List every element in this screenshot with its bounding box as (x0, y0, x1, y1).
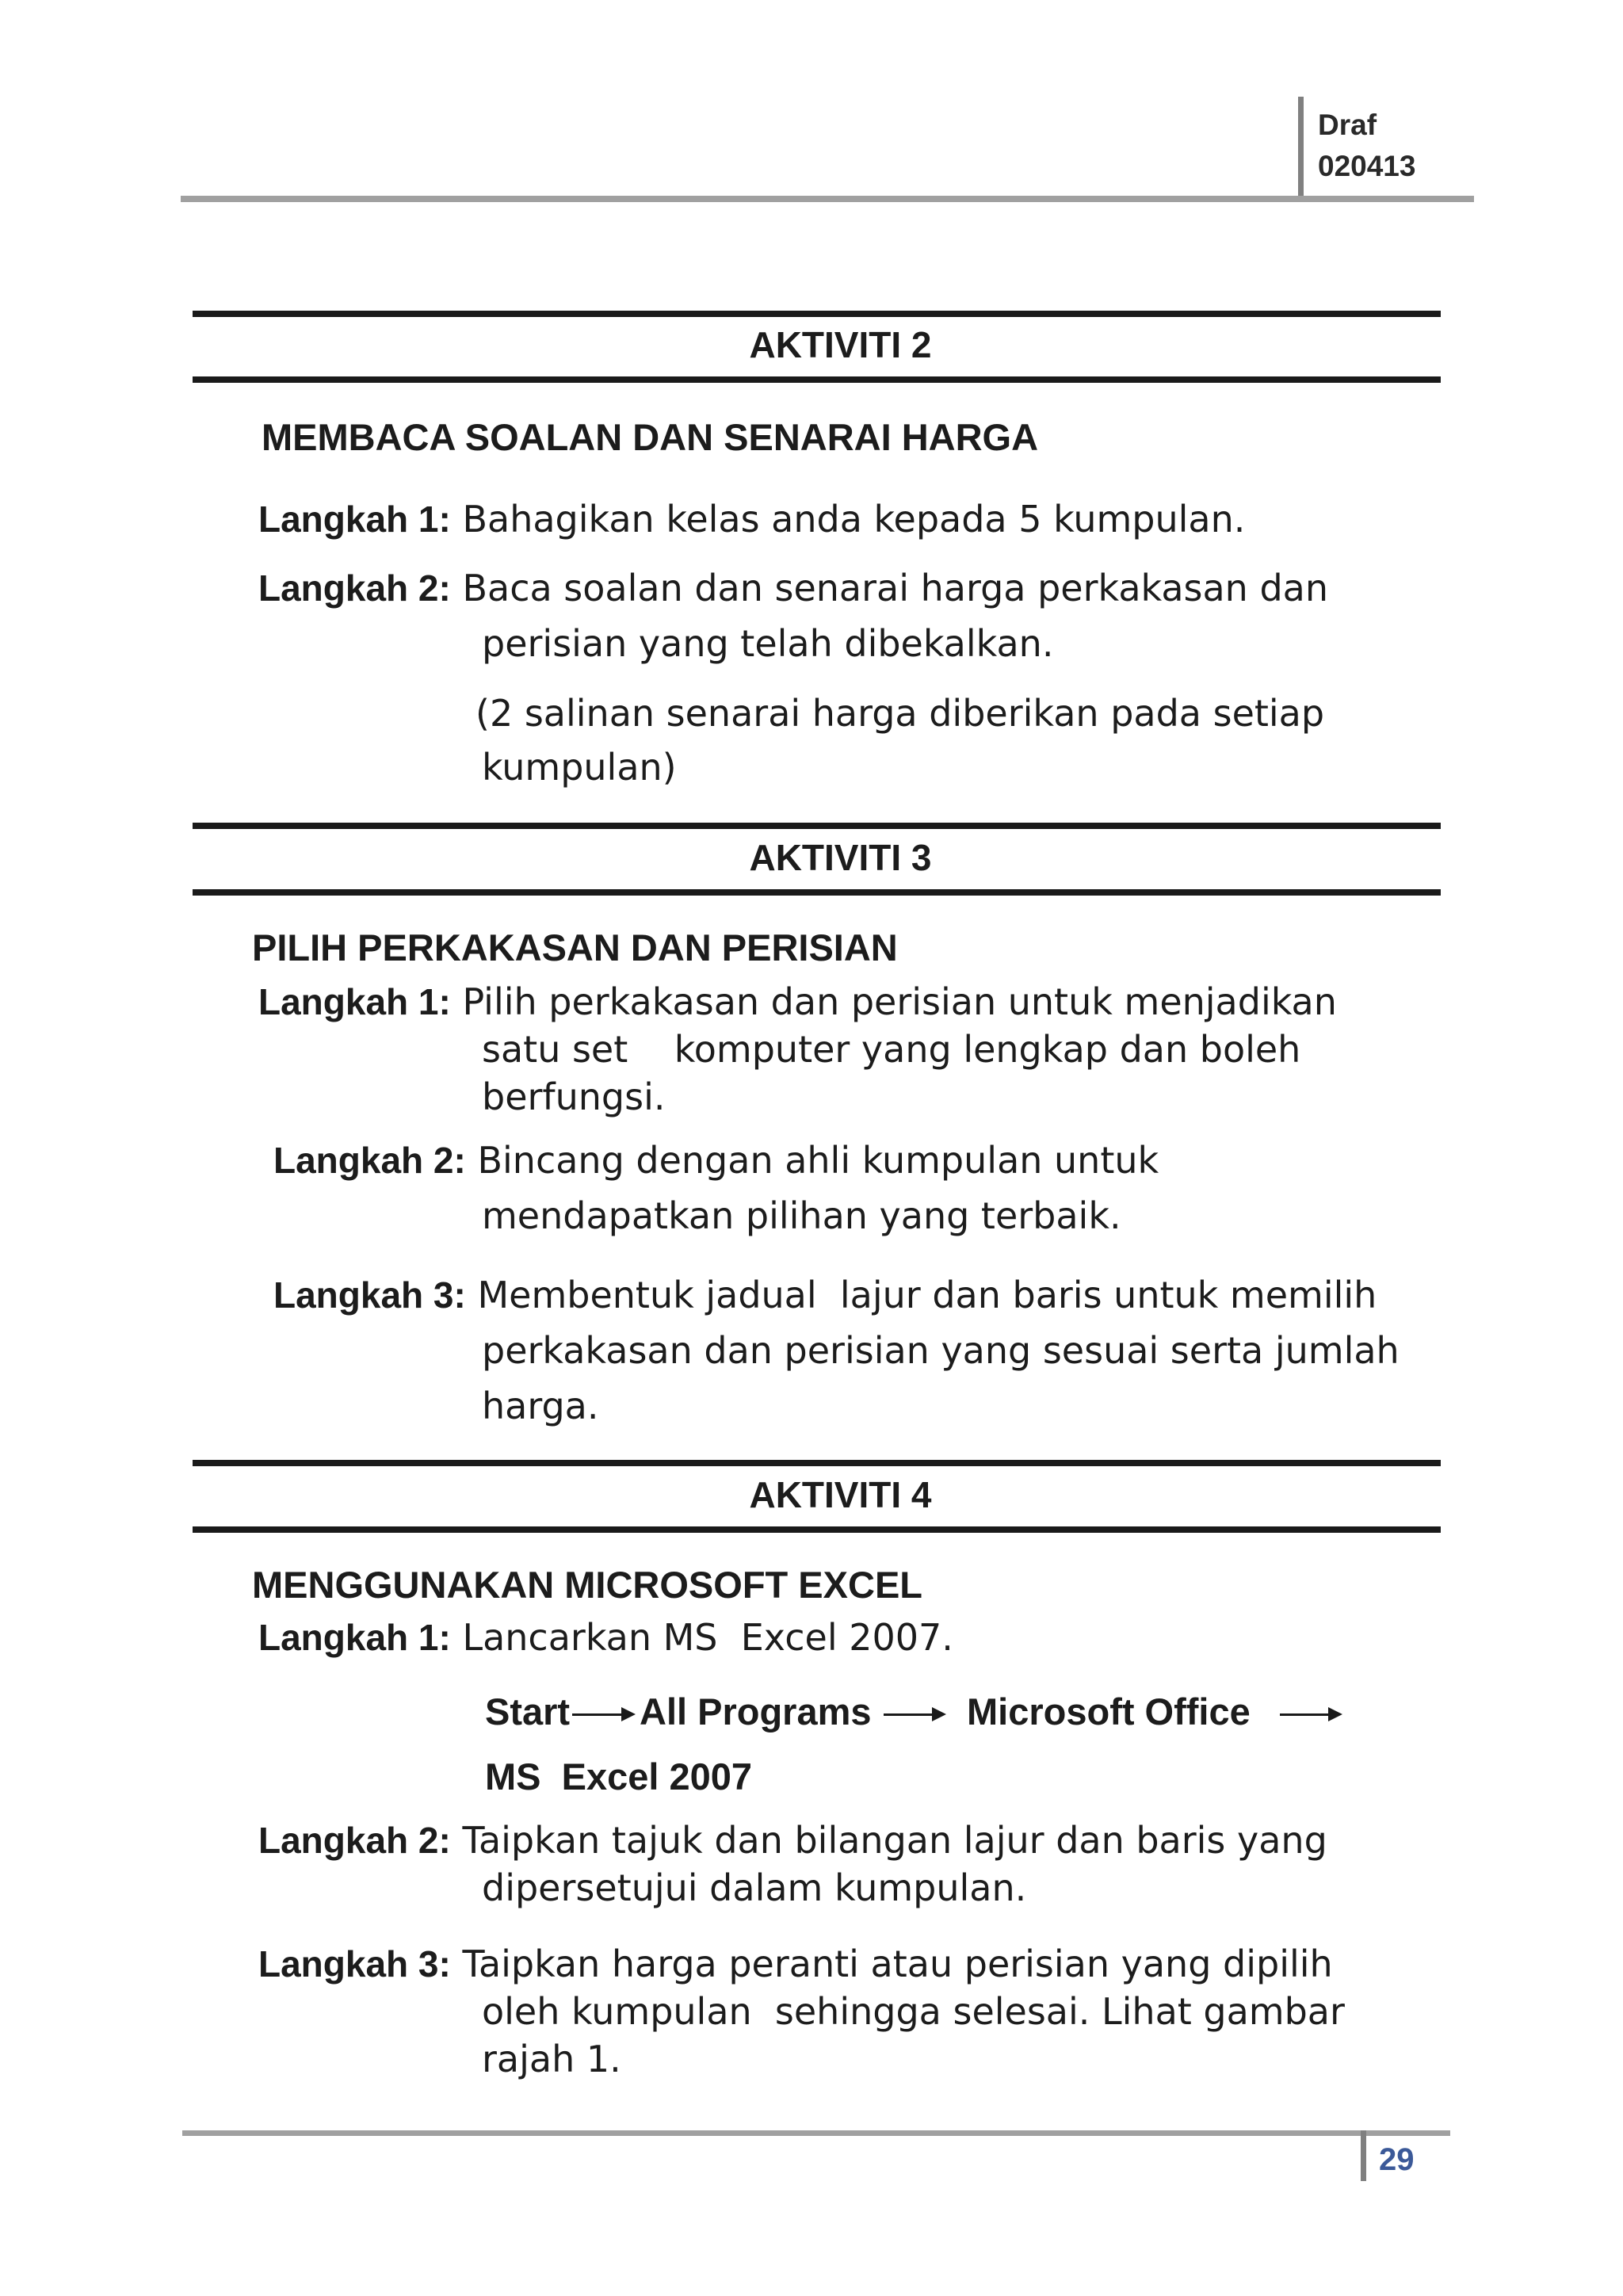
step-label: Langkah 2: (258, 567, 451, 609)
step-text: Pilih perkakasan dan perisian untuk menjadikan (462, 980, 1337, 1023)
activity2-note-line1: (2 salinan senarai harga diberikan pada setiap (475, 692, 1325, 735)
activity4-rule-bottom (193, 1526, 1441, 1533)
activity3-step2-line2: mendapatkan pilihan yang terbaik. (482, 1194, 1121, 1237)
activity2-step2-line2: perisian yang telah dibekalkan. (482, 622, 1054, 665)
activity4-step3-line3: rajah 1. (482, 2038, 621, 2080)
activity3-title: AKTIVITI 3 (749, 837, 932, 878)
activity4-step2 (258, 1817, 1327, 1864)
header-rule (181, 196, 1474, 202)
step-label: Langkah 3: (273, 1274, 466, 1316)
arrow-right-icon (884, 1713, 943, 1716)
activity2-title: AKTIVITI 2 (749, 324, 932, 365)
activity3-rule-top (193, 823, 1441, 829)
draft-code: 020413 (1318, 150, 1416, 182)
activity2-rule-top (193, 311, 1441, 317)
activity4-rule-top (193, 1460, 1441, 1466)
activity3-step1-line3: berfungsi. (482, 1075, 666, 1118)
step-label: Langkah 1: (258, 981, 451, 1022)
page-number: 29 (1379, 2142, 1415, 2177)
activity2-step1 (258, 495, 1245, 543)
activity4-heading: MENGGUNAKAN MICROSOFT EXCEL (252, 1564, 922, 1606)
activity2-heading: MEMBACA SOALAN DAN SENARAI HARGA (262, 416, 1039, 458)
activity3-step1 (258, 978, 1337, 1026)
step-text: Baca soalan dan senarai harga perkakasan dan (462, 567, 1328, 609)
activity2-rule-bottom (193, 376, 1441, 383)
step-label: Langkah 2: (258, 1820, 451, 1861)
activity4-title: AKTIVITI 4 (749, 1474, 932, 1515)
draft-label: Draf (1318, 109, 1377, 141)
footer-rule (182, 2130, 1450, 2136)
activity4-step2-line2: dipersetujui dalam kumpulan. (482, 1866, 1027, 1909)
activity3-step3-line3: harga. (482, 1385, 599, 1427)
step-text: Lancarkan MS Excel 2007. (462, 1616, 953, 1659)
step-text: Bincang dengan ahli kumpulan untuk (477, 1139, 1159, 1182)
arrow-right-icon (572, 1713, 632, 1716)
activity3-step1-line2: satu set komputer yang lengkap dan boleh (482, 1028, 1301, 1071)
arrow-right-icon (1280, 1713, 1339, 1716)
step-label: Langkah 1: (258, 1617, 451, 1658)
footer-vertical-divider (1361, 2130, 1366, 2181)
step-label: Langkah 1: (258, 499, 451, 540)
path-start: Start (485, 1690, 571, 1733)
activity3-rule-bottom (193, 889, 1441, 896)
activity2-note-line2: kumpulan) (482, 746, 677, 789)
activity3-step2 (273, 1137, 1159, 1184)
path-microsoft-office: Microsoft Office (967, 1690, 1251, 1733)
activity2-step2 (258, 564, 1328, 612)
draft-stamp (1318, 105, 1415, 187)
step-text: Taipkan harga peranti atau perisian yang dipilih (462, 1943, 1333, 1985)
activity4-step3-line2: oleh kumpulan sehingga selesai. Lihat gambar (482, 1990, 1345, 2033)
activity3-step3-line2: perkakasan dan perisian yang sesuai serta jumlah (482, 1329, 1400, 1372)
header-vertical-divider (1298, 97, 1304, 198)
activity3-heading: PILIH PERKAKASAN DAN PERISIAN (252, 926, 898, 968)
activity3-step3 (273, 1271, 1377, 1319)
step-text: Membentuk jadual lajur dan baris untuk memilih (477, 1274, 1377, 1316)
activity4-step3 (258, 1940, 1333, 1988)
step-text: Bahagikan kelas anda kepada 5 kumpulan. (462, 498, 1246, 541)
activity4-step1 (258, 1614, 953, 1661)
path-excel: MS Excel 2007 (485, 1755, 753, 1797)
step-text: Taipkan tajuk dan bilangan lajur dan baris yang (462, 1819, 1327, 1862)
step-label: Langkah 2: (273, 1140, 466, 1181)
step-label: Langkah 3: (258, 1943, 451, 1985)
path-all-programs: All Programs (640, 1690, 872, 1733)
